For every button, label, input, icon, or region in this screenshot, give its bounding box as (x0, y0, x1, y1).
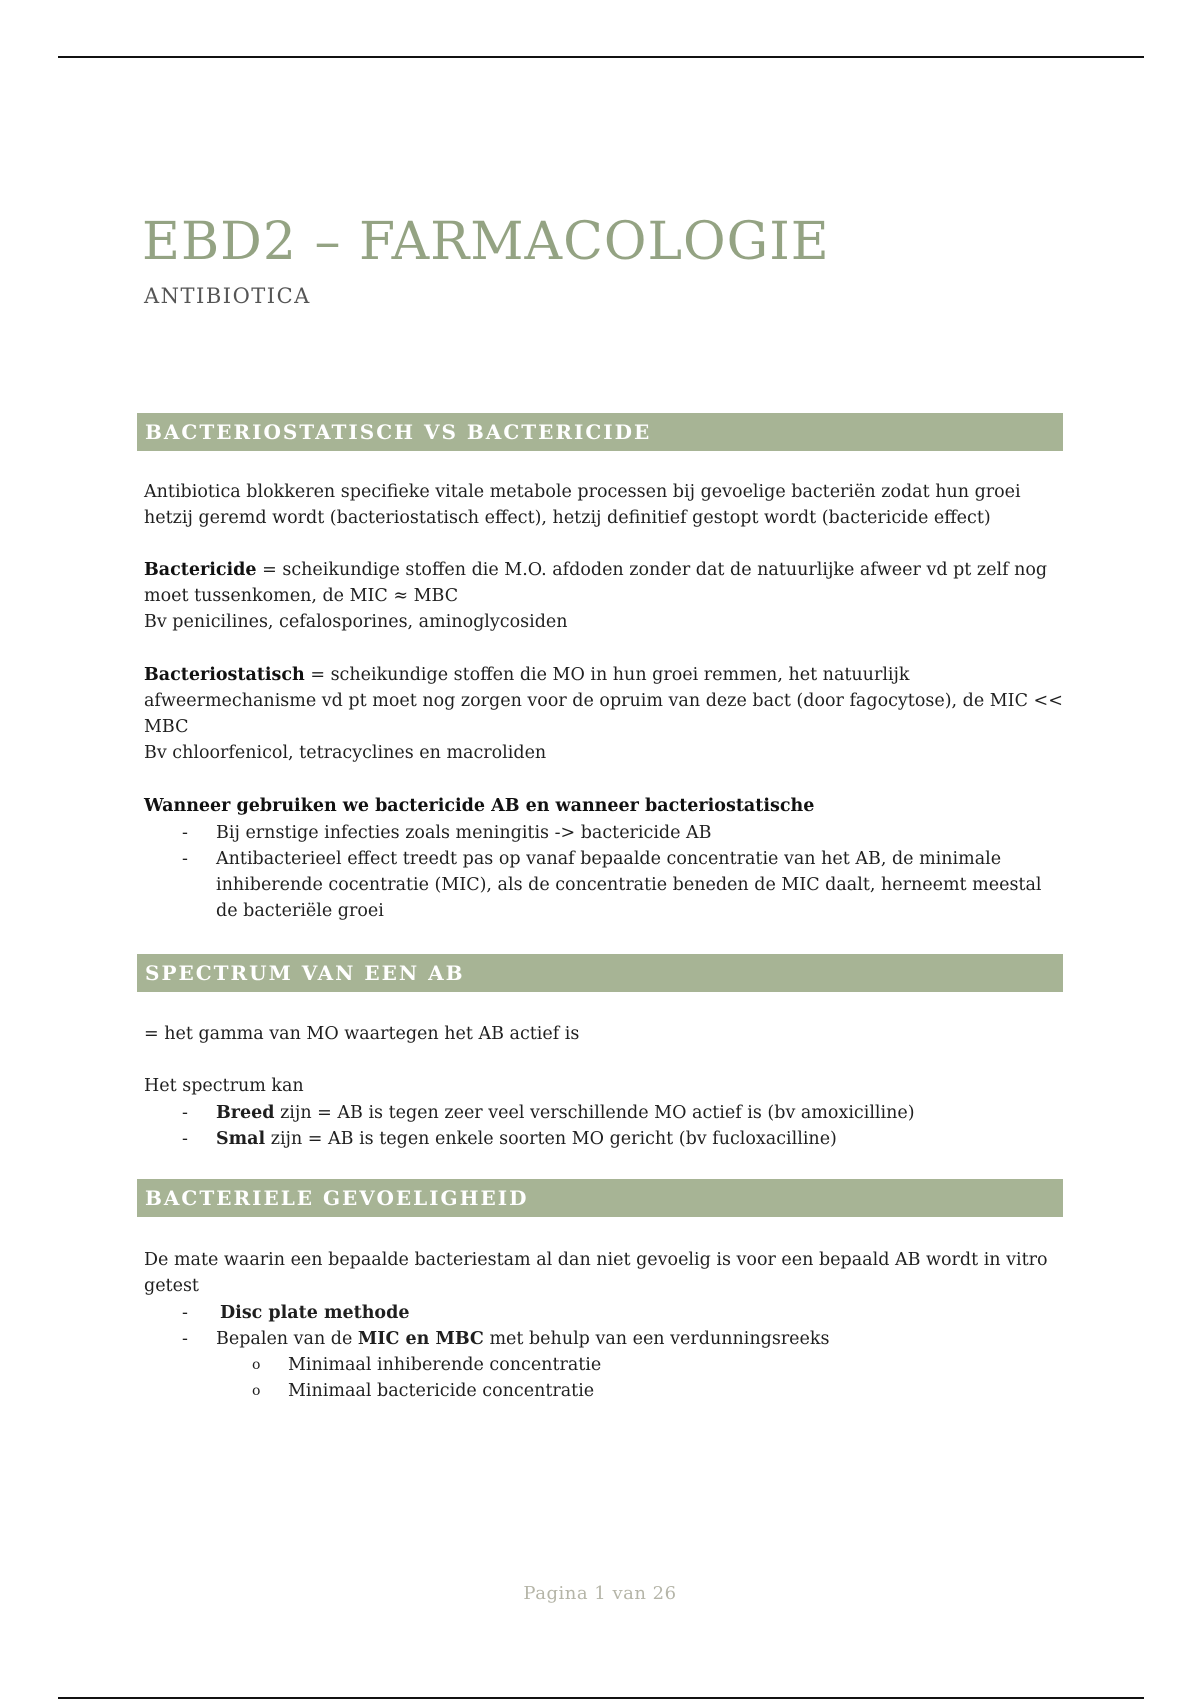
when-list (144, 820, 1064, 924)
gevoeligheid-list (144, 1300, 1064, 1404)
section-heading-gevoeligheid: BACTERIELE GEVOELIGHEID (137, 1179, 1063, 1217)
list-item: - Smal zijn = AB is tegen enkele soorten MO gericht (bv fucloxacilline) (182, 1129, 837, 1149)
bactericide-examples: Bv penicilines, cefalosporines, aminoglycosiden (144, 612, 568, 632)
bacteriostatisch-examples: Bv chloorfenicol, tetracyclines en macroliden (144, 743, 547, 763)
bactericide-definition: = scheikundige stoffen die M.O. afdoden zonder dat de natuurlijke afweer vd pt zelf nog moet tussenkomen, de MIC ≈ MBC (144, 560, 1048, 606)
list-item: - Breed zijn = AB is tegen zeer veel verschillende MO actief is (bv amoxicilline) (182, 1103, 915, 1123)
gevoeligheid-sublist (216, 1352, 1064, 1404)
spectrum-lead: Het spectrum kan (144, 1076, 304, 1096)
list-item: o Minimaal bactericide concentratie (252, 1381, 595, 1401)
document-title: EBD2 – FARMACOLOGIE (142, 212, 830, 272)
when-paragraph (144, 793, 1064, 819)
when-heading: Wanneer gebruiken we bactericide AB en wanneer bacteriostatische (144, 796, 815, 816)
page-number: Pagina 1 van 26 (523, 1583, 677, 1604)
bacteriostatisch-paragraph (144, 662, 1064, 766)
bacteriostatisch-definition: = scheikundige stoffen die MO in hun groei remmen, het natuurlijk afweermechanisme vd pt moet nog zorgen voor de opruim van deze bact (door fagocytose), de MIC << MBC (144, 665, 1063, 737)
list-item: o Minimaal inhiberende concentratie (252, 1355, 602, 1375)
document-subtitle: ANTIBIOTICA (144, 284, 311, 308)
bactericide-paragraph (144, 557, 1064, 635)
bottom-rule (58, 1697, 1144, 1699)
spectrum-definition: = het gamma van MO waartegen het AB actief is (144, 1024, 580, 1044)
bactericide-term: Bactericide (144, 560, 257, 580)
bacteriostatisch-term: Bacteriostatisch (144, 665, 305, 685)
section-heading-spectrum: SPECTRUM VAN EEN AB (137, 954, 1063, 992)
list-item: - Disc plate methode (182, 1303, 410, 1323)
list-item: - Bepalen van de MIC en MBC met behulp van een verdunningsreeks o Minimaal inhiberende concentratie o Minimaal bactericide concentratie (144, 1326, 1064, 1404)
gevoeligheid-intro: De mate waarin een bepaalde bacteriestam al dan niet gevoelig is voor een bepaald AB wordt in vitro getest (144, 1250, 1048, 1296)
list-item: - Bij ernstige infecties zoals meningitis -> bactericide AB (182, 823, 712, 843)
spectrum-list (144, 1100, 1064, 1152)
top-rule (58, 56, 1144, 58)
section1-intro: Antibiotica blokkeren specifieke vitale metabole processen bij gevoelige bacteriën zodat hun groei hetzij geremd wordt (bacteriostatisch effect), hetzij definitief gestopt wordt (bactericide effect) (144, 482, 1021, 528)
section-heading-bacteriostatisch: BACTERIOSTATISCH VS BACTERICIDE (137, 413, 1063, 451)
list-item: - Antibacterieel effect treedt pas op vanaf bepaalde concentratie van het AB, de minimale inhiberende cocentratie (MIC), als de concentratie beneden de MIC daalt, herneemt meestal de bacteriële groei (182, 849, 1042, 921)
